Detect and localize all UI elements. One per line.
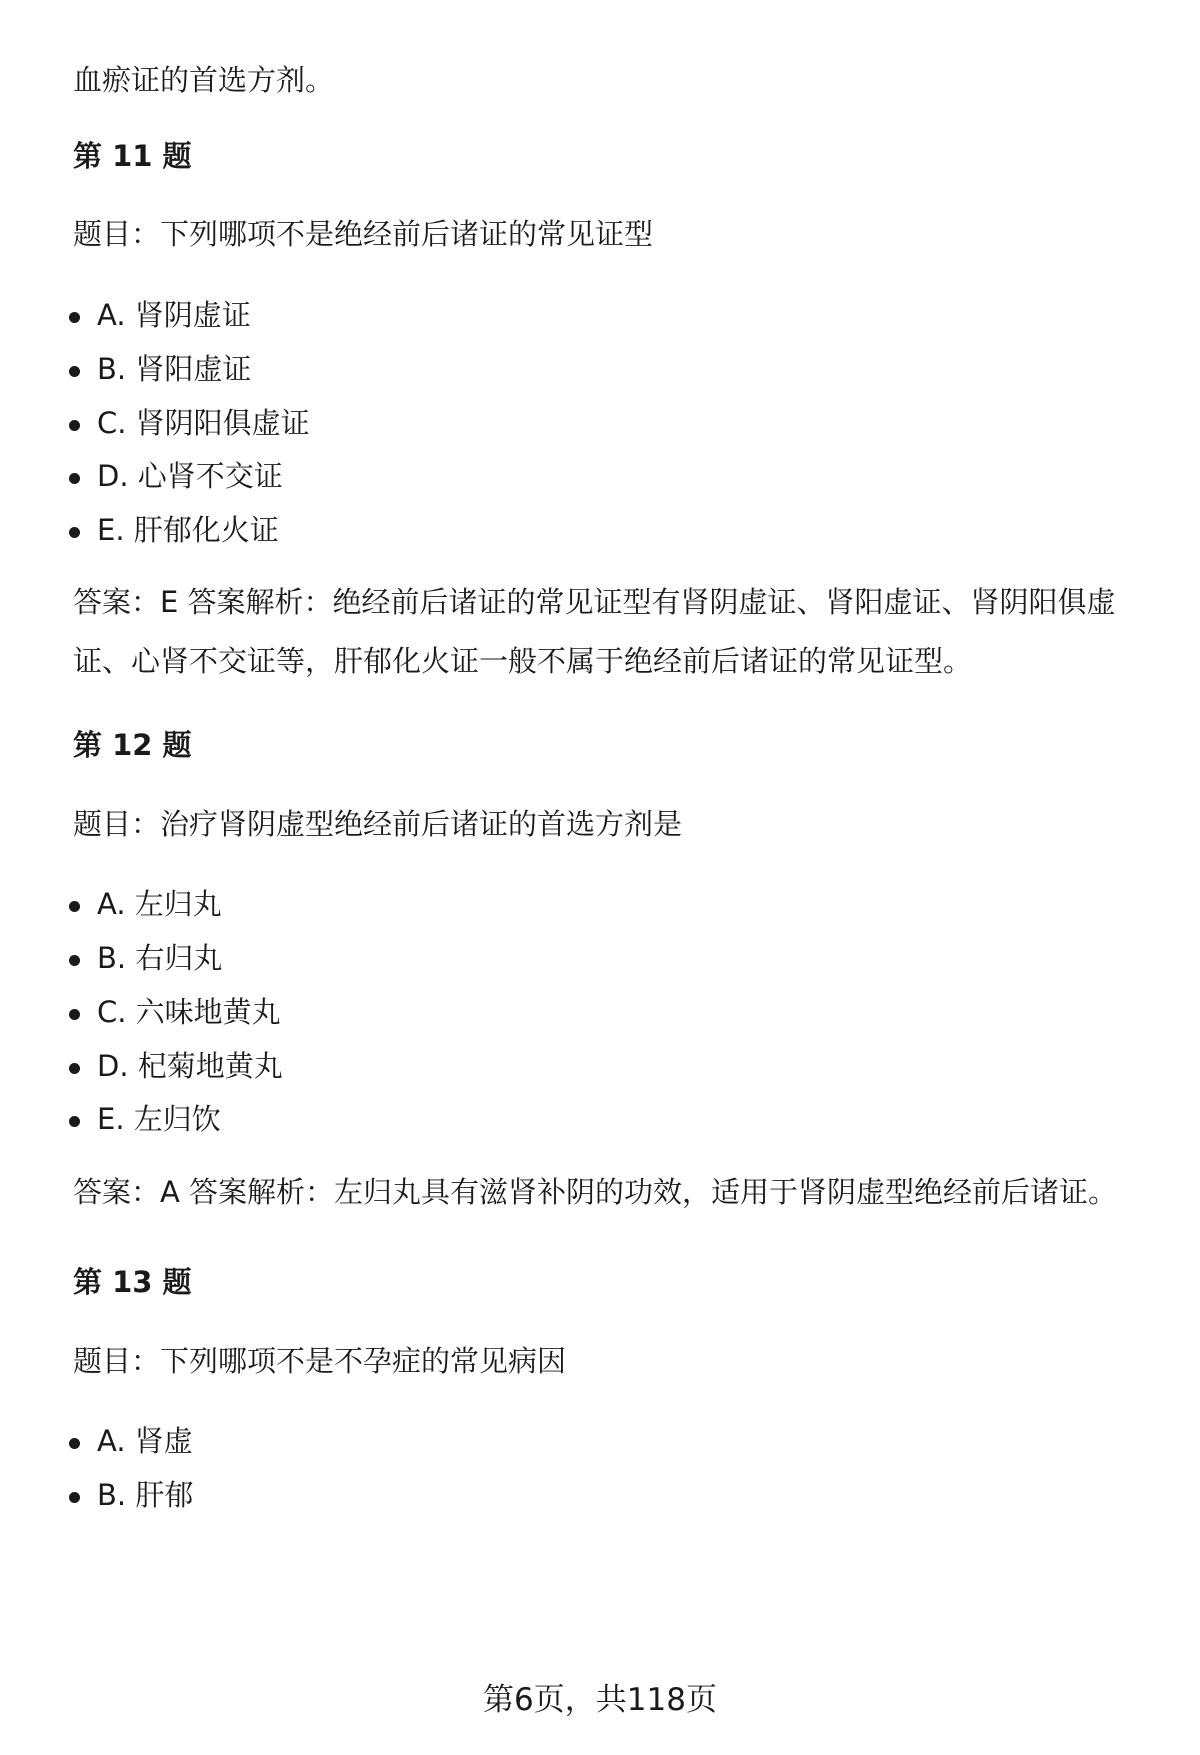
option-item (97, 351, 251, 387)
bullet-icon (69, 955, 80, 966)
bullet-icon (69, 901, 80, 912)
option-item (97, 1101, 221, 1137)
option-label: E. 肝郁化火证 (97, 513, 279, 547)
question-stem: 题目：下列哪项不是不孕症的常见病因 (73, 1344, 567, 1378)
option-item (97, 458, 283, 494)
bullet-icon (69, 1063, 80, 1074)
option-label: E. 左归饮 (97, 1102, 221, 1136)
question-heading: 第 11 题 (73, 139, 192, 173)
bullet-icon (69, 420, 80, 431)
page-number-footer: 第6页，共118页 (483, 1682, 717, 1718)
option-item (97, 1477, 193, 1513)
option-item (97, 886, 222, 922)
option-item (97, 1048, 283, 1084)
bullet-icon (69, 1116, 80, 1127)
answer-explanation: 答案：E 答案解析：绝经前后诸证的常见证型有肾阴虚证、肾阳虚证、肾阴阳俱虚证、心肾不交证等，肝郁化火证一般不属于绝经前后诸证的常见证型。 (73, 585, 1116, 678)
question-heading: 第 12 题 (73, 728, 192, 762)
bullet-icon (69, 1492, 80, 1503)
answer-explanation: 答案：A 答案解析：左归丸具有滋肾补阴的功效，适用于肾阴虚型绝经前后诸证。 (73, 1175, 1118, 1209)
question-heading: 第 13 题 (73, 1265, 192, 1299)
option-label: D. 杞菊地黄丸 (97, 1049, 283, 1083)
option-item (97, 940, 222, 976)
option-label: B. 肝郁 (97, 1478, 194, 1512)
option-item (97, 512, 279, 548)
option-label: B. 右归丸 (97, 941, 223, 975)
option-label: A. 左归丸 (97, 887, 222, 921)
bullet-icon (69, 366, 80, 377)
option-label: B. 肾阳虚证 (97, 352, 252, 386)
bullet-icon (69, 1438, 80, 1449)
option-label: C. 肾阴阳俱虚证 (97, 406, 310, 440)
bullet-icon (69, 473, 80, 484)
option-label: C. 六味地黄丸 (97, 995, 281, 1029)
option-item (97, 405, 310, 441)
intro-tail-text: 血瘀证的首选方剂。 (73, 63, 335, 97)
option-label: D. 心肾不交证 (97, 459, 283, 493)
question-stem: 题目：下列哪项不是绝经前后诸证的常见证型 (73, 217, 654, 251)
option-item (97, 297, 251, 333)
option-item (97, 1423, 193, 1459)
option-item (97, 994, 281, 1030)
bullet-icon (69, 527, 80, 538)
option-label: A. 肾虚 (97, 1424, 193, 1458)
option-label: A. 肾阴虚证 (97, 298, 251, 332)
bullet-icon (69, 312, 80, 323)
bullet-icon (69, 1009, 80, 1020)
question-stem: 题目：治疗肾阴虚型绝经前后诸证的首选方剂是 (73, 807, 683, 841)
